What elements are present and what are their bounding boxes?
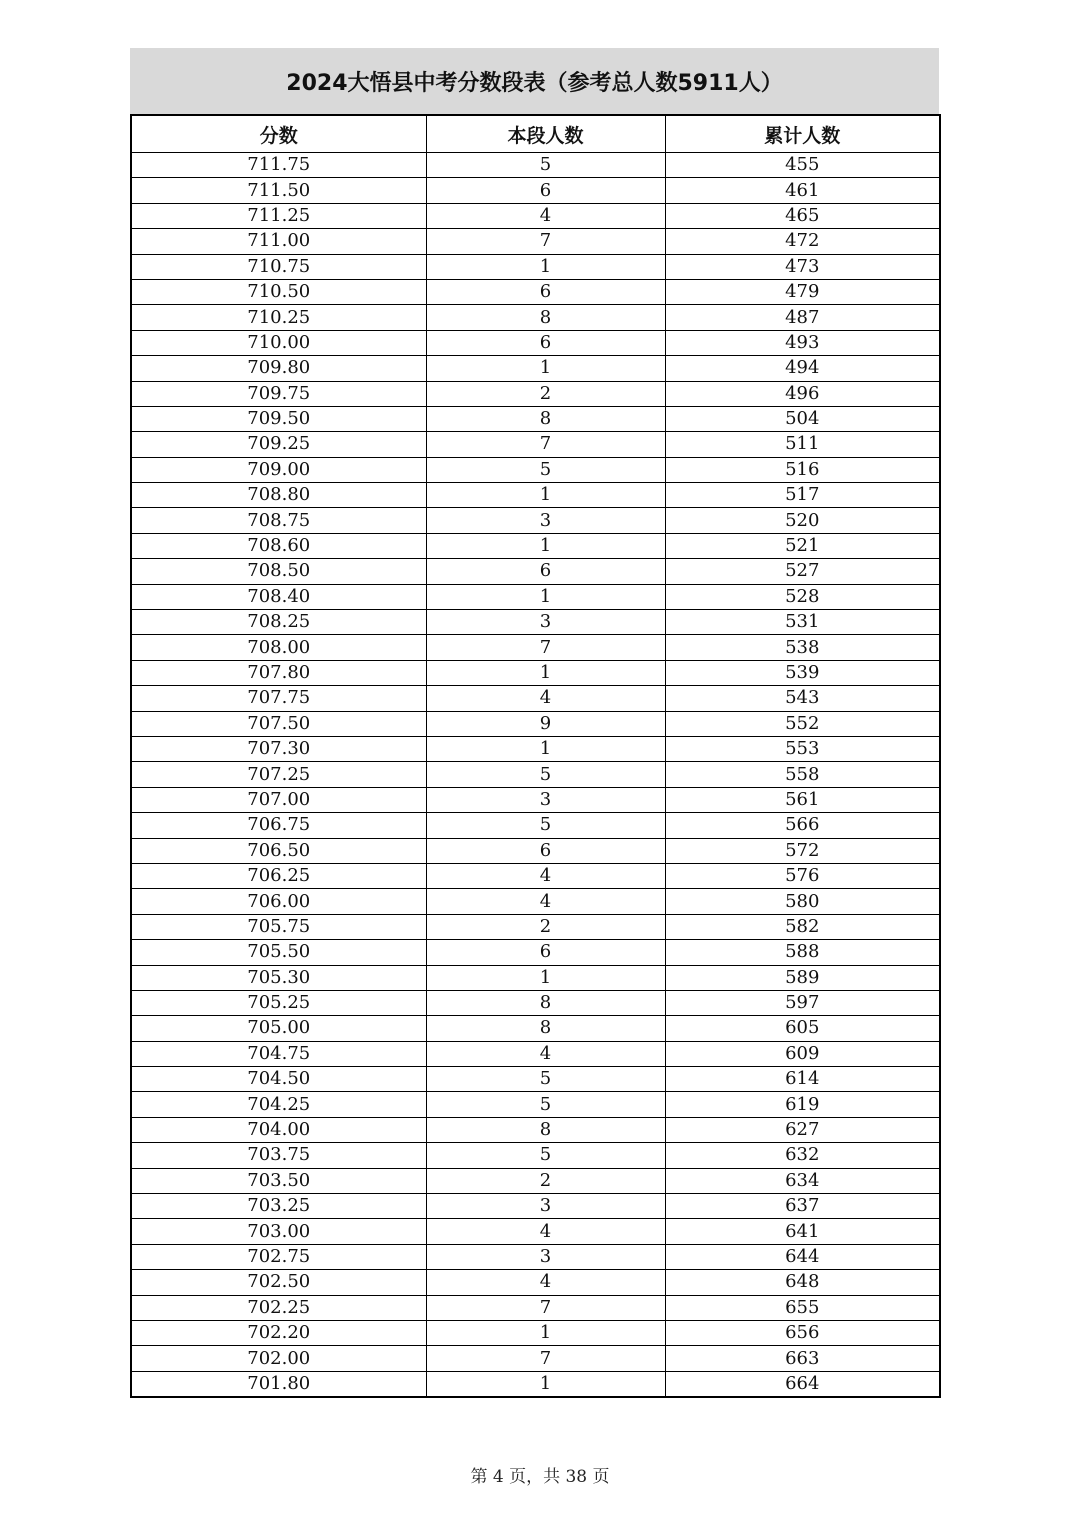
segment-count-cell: 1 (426, 483, 665, 508)
table-row (131, 406, 940, 431)
table-row (131, 863, 940, 888)
table-row (131, 1016, 940, 1041)
segment-count-cell: 1 (426, 660, 665, 685)
cumulative-count-cell: 494 (665, 356, 940, 381)
cumulative-count-cell: 520 (665, 508, 940, 533)
segment-count-cell: 5 (426, 1092, 665, 1117)
segment-count-cell: 1 (426, 1371, 665, 1397)
table-row (131, 1244, 940, 1269)
score-distribution-table (130, 114, 941, 1398)
column-header-segment-count: 本段人数 (426, 115, 665, 153)
score-cell: 709.75 (131, 381, 426, 406)
table-row (131, 813, 940, 838)
cumulative-count-cell: 605 (665, 1016, 940, 1041)
segment-count-cell: 4 (426, 1270, 665, 1295)
segment-count-cell: 4 (426, 889, 665, 914)
score-cell: 705.00 (131, 1016, 426, 1041)
cumulative-count-cell: 580 (665, 889, 940, 914)
cumulative-count-cell: 627 (665, 1117, 940, 1142)
table-row (131, 457, 940, 482)
segment-count-cell: 6 (426, 940, 665, 965)
table-row (131, 610, 940, 635)
score-cell: 706.00 (131, 889, 426, 914)
segment-count-cell: 6 (426, 178, 665, 203)
table-row (131, 483, 940, 508)
segment-count-cell: 7 (426, 229, 665, 254)
table-title: 2024大悟县中考分数段表（参考总人数5911人） (130, 48, 939, 114)
score-cell: 709.80 (131, 356, 426, 381)
table-row (131, 229, 940, 254)
cumulative-count-cell: 648 (665, 1270, 940, 1295)
cumulative-count-cell: 566 (665, 813, 940, 838)
cumulative-count-cell: 641 (665, 1219, 940, 1244)
table-row (131, 736, 940, 761)
score-cell: 710.75 (131, 254, 426, 279)
segment-count-cell: 2 (426, 381, 665, 406)
score-cell: 708.50 (131, 559, 426, 584)
score-cell: 704.50 (131, 1067, 426, 1092)
table-row (131, 254, 940, 279)
cumulative-count-cell: 461 (665, 178, 940, 203)
segment-count-cell: 4 (426, 686, 665, 711)
score-cell: 702.25 (131, 1295, 426, 1320)
segment-count-cell: 5 (426, 1067, 665, 1092)
segment-count-cell: 6 (426, 330, 665, 355)
segment-count-cell: 3 (426, 1244, 665, 1269)
score-cell: 708.80 (131, 483, 426, 508)
score-cell: 704.75 (131, 1041, 426, 1066)
score-cell: 706.50 (131, 838, 426, 863)
score-cell: 705.50 (131, 940, 426, 965)
table-row (131, 1270, 940, 1295)
table-row (131, 381, 940, 406)
table-row (131, 1168, 940, 1193)
segment-count-cell: 6 (426, 559, 665, 584)
segment-count-cell: 5 (426, 457, 665, 482)
cumulative-count-cell: 539 (665, 660, 940, 685)
segment-count-cell: 7 (426, 432, 665, 457)
table-row (131, 1194, 940, 1219)
table-header-row (131, 115, 940, 153)
table-row (131, 660, 940, 685)
cumulative-count-cell: 516 (665, 457, 940, 482)
table-row (131, 635, 940, 660)
segment-count-cell: 8 (426, 1016, 665, 1041)
column-header-score: 分数 (131, 115, 426, 153)
cumulative-count-cell: 634 (665, 1168, 940, 1193)
score-cell: 709.50 (131, 406, 426, 431)
segment-count-cell: 1 (426, 254, 665, 279)
cumulative-count-cell: 576 (665, 863, 940, 888)
segment-count-cell: 8 (426, 406, 665, 431)
segment-count-cell: 1 (426, 584, 665, 609)
cumulative-count-cell: 521 (665, 533, 940, 558)
table-row (131, 305, 940, 330)
cumulative-count-cell: 614 (665, 1067, 940, 1092)
segment-count-cell: 1 (426, 736, 665, 761)
cumulative-count-cell: 609 (665, 1041, 940, 1066)
table-row (131, 1320, 940, 1345)
table-row (131, 153, 940, 178)
score-cell: 711.75 (131, 153, 426, 178)
cumulative-count-cell: 531 (665, 610, 940, 635)
score-cell: 706.25 (131, 863, 426, 888)
score-cell: 702.75 (131, 1244, 426, 1269)
cumulative-count-cell: 455 (665, 153, 940, 178)
cumulative-count-cell: 473 (665, 254, 940, 279)
table-row (131, 1092, 940, 1117)
column-header-cumulative-count: 累计人数 (665, 115, 940, 153)
cumulative-count-cell: 558 (665, 762, 940, 787)
score-cell: 704.25 (131, 1092, 426, 1117)
segment-count-cell: 1 (426, 1320, 665, 1345)
cumulative-count-cell: 538 (665, 635, 940, 660)
score-cell: 707.80 (131, 660, 426, 685)
score-cell: 706.75 (131, 813, 426, 838)
table-row (131, 203, 940, 228)
cumulative-count-cell: 656 (665, 1320, 940, 1345)
table-row (131, 533, 940, 558)
score-cell: 708.25 (131, 610, 426, 635)
table-row (131, 559, 940, 584)
segment-count-cell: 2 (426, 1168, 665, 1193)
table-row (131, 1295, 940, 1320)
score-cell: 703.50 (131, 1168, 426, 1193)
segment-count-cell: 4 (426, 203, 665, 228)
score-cell: 709.25 (131, 432, 426, 457)
cumulative-count-cell: 479 (665, 279, 940, 304)
segment-count-cell: 3 (426, 610, 665, 635)
score-cell: 703.00 (131, 1219, 426, 1244)
segment-count-cell: 4 (426, 863, 665, 888)
table-row (131, 1067, 940, 1092)
cumulative-count-cell: 637 (665, 1194, 940, 1219)
table-row (131, 787, 940, 812)
segment-count-cell: 7 (426, 1295, 665, 1320)
cumulative-count-cell: 655 (665, 1295, 940, 1320)
cumulative-count-cell: 589 (665, 965, 940, 990)
segment-count-cell: 1 (426, 965, 665, 990)
table-row (131, 584, 940, 609)
segment-count-cell: 5 (426, 153, 665, 178)
table-row (131, 940, 940, 965)
score-cell: 711.50 (131, 178, 426, 203)
cumulative-count-cell: 543 (665, 686, 940, 711)
score-cell: 702.20 (131, 1320, 426, 1345)
cumulative-count-cell: 664 (665, 1371, 940, 1397)
table-row (131, 762, 940, 787)
segment-count-cell: 9 (426, 711, 665, 736)
cumulative-count-cell: 493 (665, 330, 940, 355)
table-row (131, 965, 940, 990)
cumulative-count-cell: 663 (665, 1346, 940, 1371)
score-cell: 709.00 (131, 457, 426, 482)
table-row (131, 838, 940, 863)
segment-count-cell: 5 (426, 813, 665, 838)
cumulative-count-cell: 619 (665, 1092, 940, 1117)
table-row (131, 178, 940, 203)
score-cell: 704.00 (131, 1117, 426, 1142)
segment-count-cell: 5 (426, 1143, 665, 1168)
segment-count-cell: 4 (426, 1041, 665, 1066)
table-row (131, 990, 940, 1015)
segment-count-cell: 1 (426, 356, 665, 381)
score-cell: 703.75 (131, 1143, 426, 1168)
cumulative-count-cell: 528 (665, 584, 940, 609)
table-row (131, 914, 940, 939)
score-cell: 710.00 (131, 330, 426, 355)
segment-count-cell: 8 (426, 1117, 665, 1142)
cumulative-count-cell: 582 (665, 914, 940, 939)
cumulative-count-cell: 588 (665, 940, 940, 965)
score-cell: 708.75 (131, 508, 426, 533)
score-cell: 708.00 (131, 635, 426, 660)
segment-count-cell: 8 (426, 990, 665, 1015)
segment-count-cell: 3 (426, 1194, 665, 1219)
score-cell: 707.30 (131, 736, 426, 761)
cumulative-count-cell: 644 (665, 1244, 940, 1269)
score-cell: 703.25 (131, 1194, 426, 1219)
segment-count-cell: 1 (426, 533, 665, 558)
cumulative-count-cell: 527 (665, 559, 940, 584)
score-cell: 705.75 (131, 914, 426, 939)
cumulative-count-cell: 597 (665, 990, 940, 1015)
score-cell: 705.25 (131, 990, 426, 1015)
segment-count-cell: 8 (426, 305, 665, 330)
cumulative-count-cell: 572 (665, 838, 940, 863)
table-row (131, 1346, 940, 1371)
score-cell: 707.75 (131, 686, 426, 711)
cumulative-count-cell: 496 (665, 381, 940, 406)
score-cell: 702.50 (131, 1270, 426, 1295)
score-cell: 707.00 (131, 787, 426, 812)
score-cell: 710.25 (131, 305, 426, 330)
segment-count-cell: 2 (426, 914, 665, 939)
cumulative-count-cell: 487 (665, 305, 940, 330)
score-table-sheet (130, 48, 939, 1398)
table-row (131, 686, 940, 711)
segment-count-cell: 4 (426, 1219, 665, 1244)
score-cell: 710.50 (131, 279, 426, 304)
cumulative-count-cell: 561 (665, 787, 940, 812)
table-body (131, 153, 940, 1398)
cumulative-count-cell: 472 (665, 229, 940, 254)
table-row (131, 508, 940, 533)
table-row (131, 279, 940, 304)
table-row (131, 1219, 940, 1244)
score-cell: 708.60 (131, 533, 426, 558)
table-row (131, 711, 940, 736)
table-row (131, 1371, 940, 1397)
score-cell: 702.00 (131, 1346, 426, 1371)
score-cell: 708.40 (131, 584, 426, 609)
table-row (131, 889, 940, 914)
table-row (131, 1143, 940, 1168)
cumulative-count-cell: 504 (665, 406, 940, 431)
segment-count-cell: 5 (426, 762, 665, 787)
segment-count-cell: 3 (426, 787, 665, 812)
segment-count-cell: 7 (426, 1346, 665, 1371)
score-cell: 705.30 (131, 965, 426, 990)
score-cell: 707.25 (131, 762, 426, 787)
cumulative-count-cell: 465 (665, 203, 940, 228)
page-footer: 第 4 页，共 38 页 (470, 1467, 610, 1487)
table-row (131, 1117, 940, 1142)
segment-count-cell: 6 (426, 838, 665, 863)
score-cell: 701.80 (131, 1371, 426, 1397)
score-cell: 707.50 (131, 711, 426, 736)
table-row (131, 1041, 940, 1066)
segment-count-cell: 6 (426, 279, 665, 304)
table-row (131, 330, 940, 355)
table-row (131, 356, 940, 381)
cumulative-count-cell: 553 (665, 736, 940, 761)
score-cell: 711.00 (131, 229, 426, 254)
cumulative-count-cell: 517 (665, 483, 940, 508)
segment-count-cell: 7 (426, 635, 665, 660)
cumulative-count-cell: 511 (665, 432, 940, 457)
segment-count-cell: 3 (426, 508, 665, 533)
table-row (131, 432, 940, 457)
cumulative-count-cell: 632 (665, 1143, 940, 1168)
score-cell: 711.25 (131, 203, 426, 228)
cumulative-count-cell: 552 (665, 711, 940, 736)
